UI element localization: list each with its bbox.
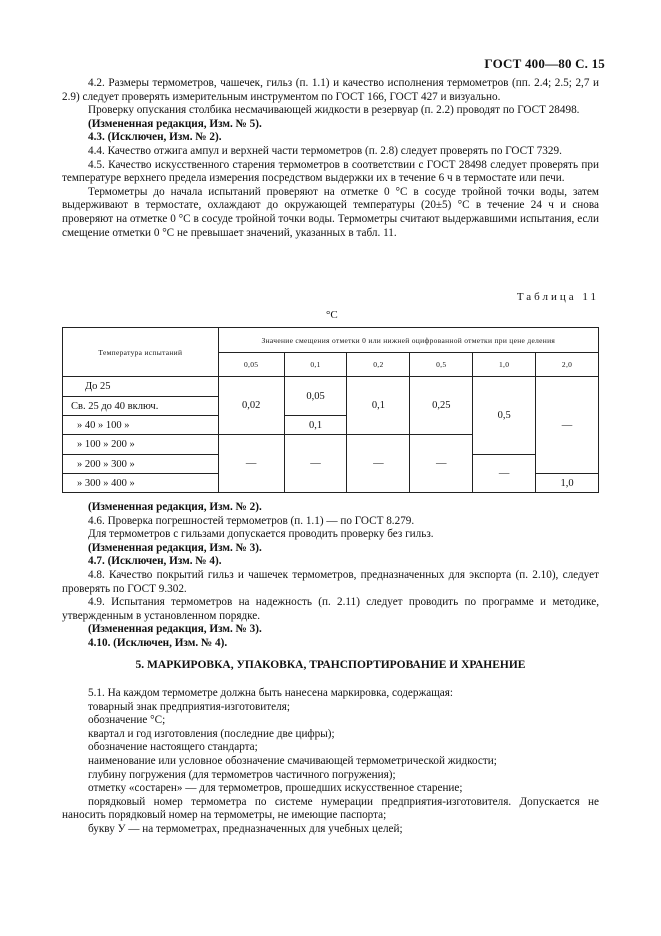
paragraph: 5.1. На каждом термометре должна быть нанесена маркировка, содержащая: xyxy=(88,687,453,699)
page-header: ГОСТ 400—80 С. 15 xyxy=(484,56,605,71)
table-cell: 0,25 xyxy=(410,377,473,435)
table-cell: 0,05 xyxy=(284,377,347,416)
excluded-clause: 4.10. (Исключен, Изм. № 4). xyxy=(88,636,228,649)
amendment-note: (Измененная редакция, Изм. № 2). xyxy=(88,501,262,513)
paragraph: 4.4. Качество отжига ампул и верхней части термометров (п. 2.8) следует проверять по ГОСТ 7329. xyxy=(88,144,562,157)
list-item: обозначение настоящего стандарта; xyxy=(88,741,258,754)
section-title: 5. МАРКИРОВКА, УПАКОВКА, ТРАНСПОРТИРОВАНИЕ И ХРАНЕНИЕ xyxy=(135,659,526,671)
table-caption: Таблица 11 xyxy=(516,291,599,303)
row-label: До 25 xyxy=(63,377,219,397)
table-cell: 0,5 xyxy=(473,377,536,455)
table-cell: 0,1 xyxy=(347,377,410,435)
division-header: 0,2 xyxy=(347,353,410,377)
list-item: отметку «состарен» — для термометров, прошедших искусственное старение; xyxy=(88,782,463,795)
table-cell: — xyxy=(473,455,536,493)
table-cell: — xyxy=(218,435,284,493)
division-header: 2,0 xyxy=(536,353,599,377)
table-11 xyxy=(62,327,599,493)
table-cell: — xyxy=(284,435,347,493)
paragraph: Для термометров с гильзами допускается проводить проверку без гильз. xyxy=(88,528,434,541)
row-label: » 100 » 200 » xyxy=(63,435,219,455)
text-block-section4-end xyxy=(62,501,599,651)
row-label: Св. 25 до 40 включ. xyxy=(63,397,219,416)
paragraph: 4.5. Качество искусственного старения термометров в соответствии с ГОСТ 28498 следует проверять при температуре верхнего предела измерения посредством выдержки их в течение 6 ч в термостате или печи. xyxy=(62,158,599,185)
division-header: 0,05 xyxy=(218,353,284,377)
excluded-clause: 4.7. (Исключен, Изм. № 4). xyxy=(88,555,222,568)
excluded-clause: 4.3. (Исключен, Изм. № 2). xyxy=(88,131,222,144)
list-item: обозначение °С; xyxy=(88,714,166,727)
paragraph: 4.6. Проверка погрешностей термометров (п. 1.1) — по ГОСТ 8.279. xyxy=(88,514,415,527)
column-header-group: Значение смещения отметки 0 или нижней оцифрованной отметки при цене деления xyxy=(218,328,598,353)
paragraph: 4.8. Качество покрытий гильз и чашечек термометров, предназначенных для экспорта (п. 2.10), следует проверять по ГОСТ 9.302. xyxy=(62,568,599,595)
list-item: букву У — на термометрах, предназначенных для учебных целей; xyxy=(88,822,403,835)
list-item: квартал и год изготовления (последние две цифры); xyxy=(88,727,335,740)
text-block-section5 xyxy=(62,687,599,837)
paragraph: 4.9. Испытания термометров на надежность (п. 2.11) следует проводить по программе и методике, утвержденным в установленном порядке. xyxy=(62,596,599,622)
column-header-temperature: Температура испытаний xyxy=(63,328,219,377)
list-item: товарный знак предприятия-изготовителя; xyxy=(88,700,290,713)
amendment-note: (Измененная редакция, Изм. № 5). xyxy=(88,117,262,130)
paragraph: Термометры до начала испытаний проверяют на отметке 0 °С в сосуде тройной точки воды, затем выдерживают в термостате, охлаждают до окружающей температуры (20±5) °С в течение 24 ч и снова проверяют на отметке 0 °С в сосуде тройной точки воды. Термометры считают выдержавшими испытания, если смещение отметки 0 °С не превышает значений, указанных в табл. 11. xyxy=(62,185,599,239)
paragraph: 4.2. Размеры термометров, чашечек, гильз (п. 1.1) и качество исполнения термометров (пп. 2.4; 2.5; 2,7 и 2.9) следует проверять измерительным инструментом по ГОСТ 166, ГОСТ 427 и визуально. xyxy=(62,77,599,103)
table-cell: 0,1 xyxy=(284,416,347,435)
list-item: порядковый номер термометра по системе нумерации предприятия-изготовителя. Допускается не наносить порядковый номер на термометры, не имеющие паспорта; xyxy=(62,795,599,822)
row-label: » 200 » 300 » xyxy=(63,455,219,474)
amendment-note: (Измененная редакция, Изм. № 3). xyxy=(88,541,262,554)
table-cell: 1,0 xyxy=(536,474,599,493)
table-cell: 0,02 xyxy=(218,377,284,435)
table-cell: — xyxy=(410,435,473,493)
list-item: глубину погружения (для термометров частичного погружения); xyxy=(88,768,396,781)
division-header: 0,5 xyxy=(410,353,473,377)
paragraph: Проверку опускания столбика несмачивающей жидкости в резервуар (п. 2.2) проводят по ГОСТ 28498. xyxy=(88,104,580,117)
division-header: 0,1 xyxy=(284,353,347,377)
amendment-note: (Измененная редакция, Изм. № 3). xyxy=(88,623,262,636)
list-item: наименование или условное обозначение смачивающей термометрической жидкости; xyxy=(88,754,497,767)
table-cell: — xyxy=(347,435,410,493)
row-label: » 300 » 400 » xyxy=(63,474,219,493)
table-cell: — xyxy=(536,377,599,474)
division-header: 1,0 xyxy=(473,353,536,377)
text-block-section4-start xyxy=(62,77,599,240)
table-unit: °С xyxy=(326,309,338,321)
row-label: » 40 » 100 » xyxy=(63,416,219,435)
